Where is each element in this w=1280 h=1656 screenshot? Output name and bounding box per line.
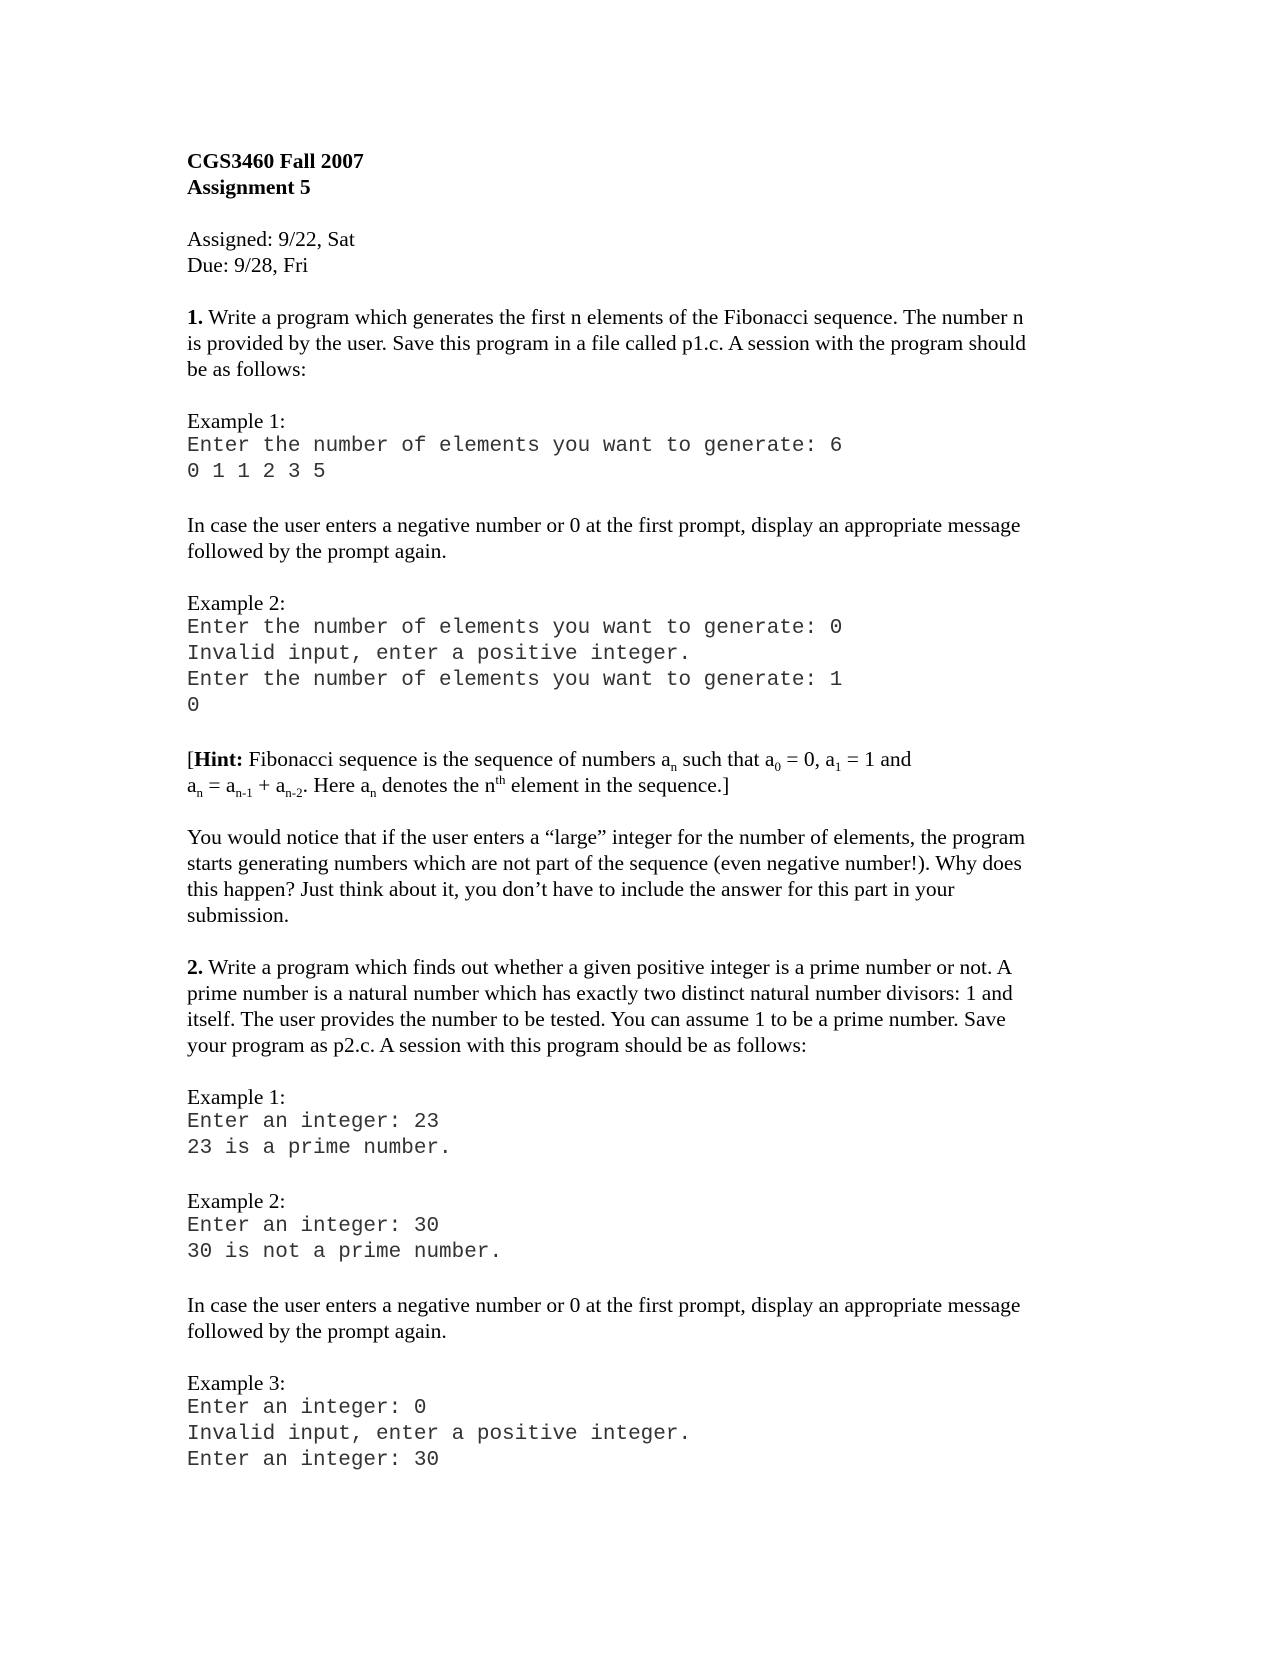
hint-text: + a <box>252 773 286 797</box>
hint-text: such that a <box>677 747 775 771</box>
example-label: Example 2: <box>187 591 286 615</box>
header-block <box>187 148 1087 200</box>
hint-text: . Here a <box>302 773 371 797</box>
document-page <box>187 148 1087 1474</box>
hint-text: = 0, a <box>780 747 835 771</box>
due-date: Due: 9/28, Fri <box>187 253 309 277</box>
code-line: Invalid input, enter a positive integer. <box>187 1423 692 1446</box>
subscript: n <box>196 785 204 800</box>
code-line: Enter an integer: 30 <box>187 1449 440 1472</box>
question-2-text-line-2: prime number is a natural number which has exactly two distinct natural number divisors: 1 and <box>187 981 1013 1005</box>
paragraph-line: In case the user enters a negative number or 0 at the first prompt, display an appropriate message <box>187 1293 1021 1317</box>
question-1-number: 1. <box>187 305 204 329</box>
dates-block <box>187 226 1087 278</box>
hint-text: denotes the n <box>376 773 496 797</box>
code-line: Enter the number of elements you want to generate: 1 <box>187 669 843 692</box>
question-2-number: 2. <box>187 955 204 979</box>
hint-label: Hint: <box>194 747 244 771</box>
code-line: Invalid input, enter a positive integer. <box>187 643 692 666</box>
paragraph-line: You would notice that if the user enters a “large” integer for the number of elements, the program <box>187 825 1026 849</box>
q2-negative-note <box>187 1292 1087 1344</box>
course-title: CGS3460 Fall 2007 <box>187 149 364 173</box>
subscript: 0 <box>774 759 781 774</box>
question-1-text-line-2: is provided by the user. Save this program in a file called p1.c. A session with the program should <box>187 331 1026 355</box>
subscript: n-1 <box>235 785 253 800</box>
example-label: Example 3: <box>187 1371 286 1395</box>
subscript: n <box>670 759 678 774</box>
question-2-text-line-3: itself. The user provides the number to be tested. You can assume 1 to be a prime number. Save <box>187 1007 1006 1031</box>
subscript: 1 <box>834 759 842 774</box>
question-2-text-line-1: Write a program which finds out whether a given positive integer is a prime number or not. A <box>203 955 1013 979</box>
superscript: th <box>495 772 506 787</box>
paragraph-line: submission. <box>187 903 290 927</box>
code-line: Enter the number of elements you want to generate: 6 <box>187 435 843 458</box>
hint-text: = a <box>203 773 236 797</box>
subscript: n <box>370 785 377 800</box>
hint-bracket: [ <box>187 747 195 771</box>
code-line: Enter an integer: 23 <box>187 1111 440 1134</box>
assigned-date: Assigned: 9/22, Sat <box>187 227 355 251</box>
q1-negative-note <box>187 512 1087 564</box>
question-1 <box>187 304 1087 382</box>
code-line: Enter an integer: 30 <box>187 1215 440 1238</box>
paragraph-line: this happen? Just think about it, you don’t have to include the answer for this part in your <box>187 877 955 901</box>
paragraph-line: starts generating numbers which are not part of the sequence (even negative number!). Why does <box>187 851 1022 875</box>
hint-text: a <box>187 773 197 797</box>
example-label: Example 1: <box>187 409 286 433</box>
paragraph-line: In case the user enters a negative number or 0 at the first prompt, display an appropriate message <box>187 513 1021 537</box>
code-line: 0 1 1 2 3 5 <box>187 461 326 484</box>
code-line: Enter an integer: 0 <box>187 1397 427 1420</box>
paragraph-line: followed by the prompt again. <box>187 1319 447 1343</box>
code-line: 23 is a prime number. <box>187 1137 452 1160</box>
hint-text: Fibonacci sequence is the sequence of numbers a <box>243 747 671 771</box>
question-1-text-line-3: be as follows: <box>187 357 307 381</box>
code-line: 0 <box>187 695 200 718</box>
hint-text: element in the sequence.] <box>505 773 730 797</box>
example-label: Example 2: <box>187 1189 286 1213</box>
code-line: 30 is not a prime number. <box>187 1241 503 1264</box>
paragraph-line: followed by the prompt again. <box>187 539 447 563</box>
question-2 <box>187 954 1087 1058</box>
question-1-text-line-1: Write a program which generates the first n elements of the Fibonacci sequence. The number n <box>203 305 1024 329</box>
example-label: Example 1: <box>187 1085 286 1109</box>
code-line: Enter the number of elements you want to generate: 0 <box>187 617 843 640</box>
assignment-title: Assignment 5 <box>187 175 311 199</box>
q2-example-3 <box>187 1370 1087 1474</box>
q1-example-2 <box>187 590 1087 720</box>
q2-example-1 <box>187 1084 1087 1162</box>
question-2-text-line-4: your program as p2.c. A session with this program should be as follows: <box>187 1033 807 1057</box>
subscript: n-2 <box>285 785 303 800</box>
q1-example-1 <box>187 408 1087 486</box>
hint-block <box>187 746 1087 798</box>
q2-example-2 <box>187 1188 1087 1266</box>
large-integer-note <box>187 824 1087 928</box>
hint-text: = 1 and <box>841 747 912 771</box>
